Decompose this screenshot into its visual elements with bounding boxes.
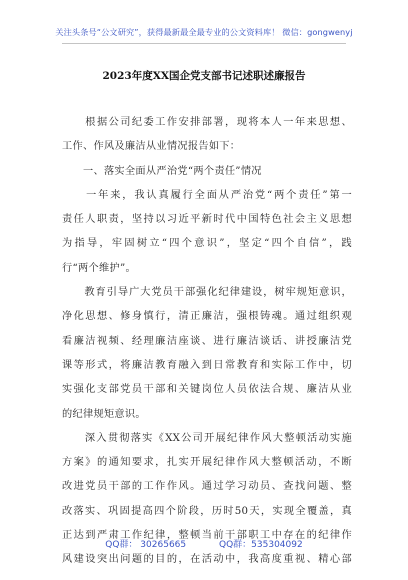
- body-line: 深入贯彻落实《XX公司开展纪律作风大整顿活动实施: [62, 432, 352, 444]
- section-heading: 一、落实全面从严治党“两个责任”情况: [62, 165, 262, 177]
- body-line: 改落实、巩固提高四个阶段，历时50天，实现全覆盖，真: [62, 505, 352, 517]
- body-line: 一年来，我认真履行全面从严治党“两个责任”第一: [62, 189, 352, 201]
- body-line: 正达到严肃工作纪律，整顿当前干部职工中存在的纪律作: [62, 530, 352, 542]
- footer-qq-group-1: QQ群： 30265665: [105, 540, 187, 550]
- document-title: 2023年度XX国企党支部书记述职述廉报告: [102, 70, 306, 82]
- body-line: 课等形式，将廉洁教育融入到日常教育和实际工作中，切: [62, 359, 352, 371]
- body-line: 根据公司纪委工作安排部署，现将本人一年来思想、: [62, 117, 352, 128]
- body-line: 风建设突出问题的目的，在活动中，我高度重视、精心部: [62, 554, 352, 566]
- footer-qq-groups: [0, 537, 408, 550]
- body-line: 责任人职责，坚持以习近平新时代中国特色社会主义思想: [62, 214, 352, 226]
- body-line: 工作、作风及廉洁从业情况报告如下：: [62, 141, 241, 153]
- body-line: 教育引导广大党员干部强化纪律建设，树牢规矩意识，: [62, 287, 352, 299]
- body-line: 看廉洁视频、经理廉洁座谈、进行廉洁谈话、讲授廉洁党: [62, 335, 352, 347]
- document-body: [62, 111, 352, 573]
- body-line: 方案》的通知要求，扎实开展纪律作风大整顿活动，不断: [62, 457, 352, 469]
- body-line: 的纪律规矩意识。: [62, 408, 146, 420]
- footer-qq-group-2: QQ群：535304092: [219, 540, 303, 550]
- body-line: 实强化支部党员干部和关键岗位人员依法合规、廉洁从业: [62, 384, 352, 396]
- body-line: 为指导，牢固树立“四个意识”，坚定“四个自信”，践: [62, 238, 352, 250]
- body-line: 行“两个维护”。: [62, 262, 136, 274]
- header-divider: [62, 43, 346, 44]
- body-line: 改进党员干部的工作作风。通过学习动员、查找问题、整: [62, 481, 352, 493]
- header-promo-note: 关注头条号“公文研究”，获得最新最全最专业的公文资料库！ 微信：gongwenyj: [55, 27, 353, 37]
- body-line: 净化思想、修身慎行，清正廉洁，强根铸魂。通过组织观: [62, 311, 352, 323]
